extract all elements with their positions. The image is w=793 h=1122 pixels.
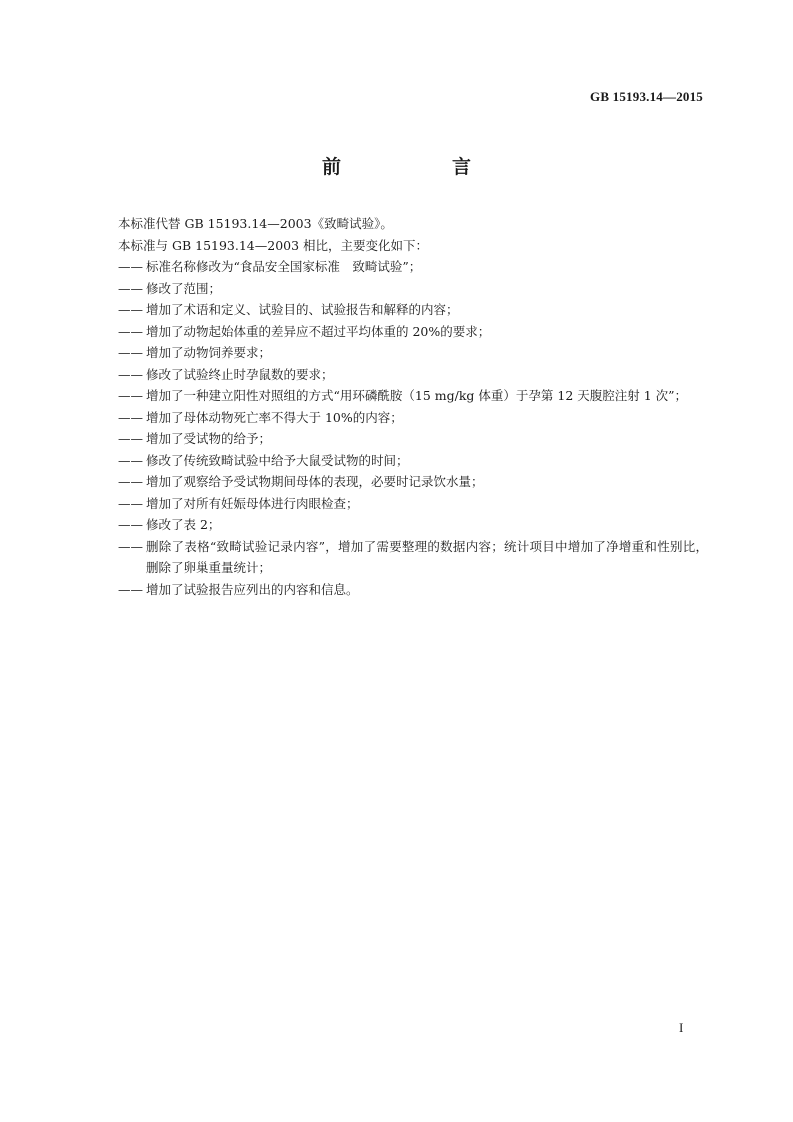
change-item (118, 493, 708, 515)
change-item (118, 428, 708, 450)
change-item (118, 278, 708, 300)
change-item (118, 579, 708, 601)
change-item-text: 增加了对所有妊娠母体进行肉眼检查； (146, 495, 359, 511)
change-item (118, 450, 708, 472)
change-item-text: 增加了动物起始体重的差异应不超过平均体重的 20%的要求； (146, 323, 491, 339)
change-item-text: 增加了受试物的给予； (146, 431, 272, 446)
change-item-text: 增加了母体动物死亡率不得大于 10%的内容； (146, 409, 403, 425)
change-item (118, 385, 708, 407)
dash-marker: —— (118, 538, 143, 554)
change-item (118, 364, 708, 386)
dash-marker: —— (118, 259, 143, 274)
standard-code: GB 15193.14—2015 (590, 89, 703, 104)
dash-marker: —— (118, 280, 143, 296)
change-item-text: 增加了动物饲养要求； (146, 345, 272, 360)
change-item-text: 修改了表 2； (146, 517, 221, 532)
change-item-text: 增加了试验报告应列出的内容和信息。 (146, 581, 359, 597)
paragraph-replaces: 本标准代替 GB 15193.14—2003《致畸试验》。 (118, 216, 393, 231)
dash-marker: —— (118, 452, 143, 468)
dash-marker: —— (118, 474, 143, 489)
dash-marker: —— (118, 388, 143, 403)
change-item-text: 增加了观察给予受试物期间母体的表现，必要时记录饮水量； (146, 474, 484, 489)
dash-marker: —— (118, 409, 143, 425)
dash-marker: —— (118, 302, 143, 317)
change-item-text: 增加了一种建立阳性对照组的方式“用环磷酰胺（15 mg/kg 体重）于孕第 12 天腹腔注射 1 次”； (146, 388, 688, 403)
foreword-body (118, 213, 708, 600)
change-item-text: 修改了范围； (146, 280, 222, 296)
dash-marker: —— (118, 323, 143, 339)
page-title: 前 言 (321, 156, 517, 178)
change-item-text: 增加了术语和定义、试验目的、试验报告和解释的内容； (146, 302, 459, 317)
dash-marker: —— (118, 431, 143, 446)
dash-marker: —— (118, 366, 143, 382)
paragraph-changes-intro: 本标准与 GB 15193.14—2003 相比，主要变化如下： (118, 237, 429, 253)
change-item (118, 514, 708, 536)
page-number: I (679, 1020, 684, 1035)
change-item-text: 标准名称修改为“食品安全国家标准 致畸试验”； (146, 259, 422, 274)
change-item (118, 471, 708, 493)
change-item (118, 342, 708, 364)
change-item (118, 256, 708, 278)
dash-marker: —— (118, 517, 143, 532)
dash-marker: —— (118, 581, 143, 597)
change-item (118, 321, 708, 343)
change-item-text: 修改了试验终止时孕鼠数的要求； (146, 366, 334, 382)
change-item (118, 407, 708, 429)
change-item (118, 536, 708, 579)
dash-marker: —— (118, 495, 143, 511)
change-item-text: 修改了传统致畸试验中给予大鼠受试物的时间； (146, 452, 409, 468)
dash-marker: —— (118, 345, 143, 360)
change-item-text: 删除了表格“致畸试验记录内容”，增加了需要整理的数据内容；统计项目中增加了净增重和性别比，删除了卵巢重量统计； (146, 538, 708, 575)
change-item (118, 299, 708, 321)
